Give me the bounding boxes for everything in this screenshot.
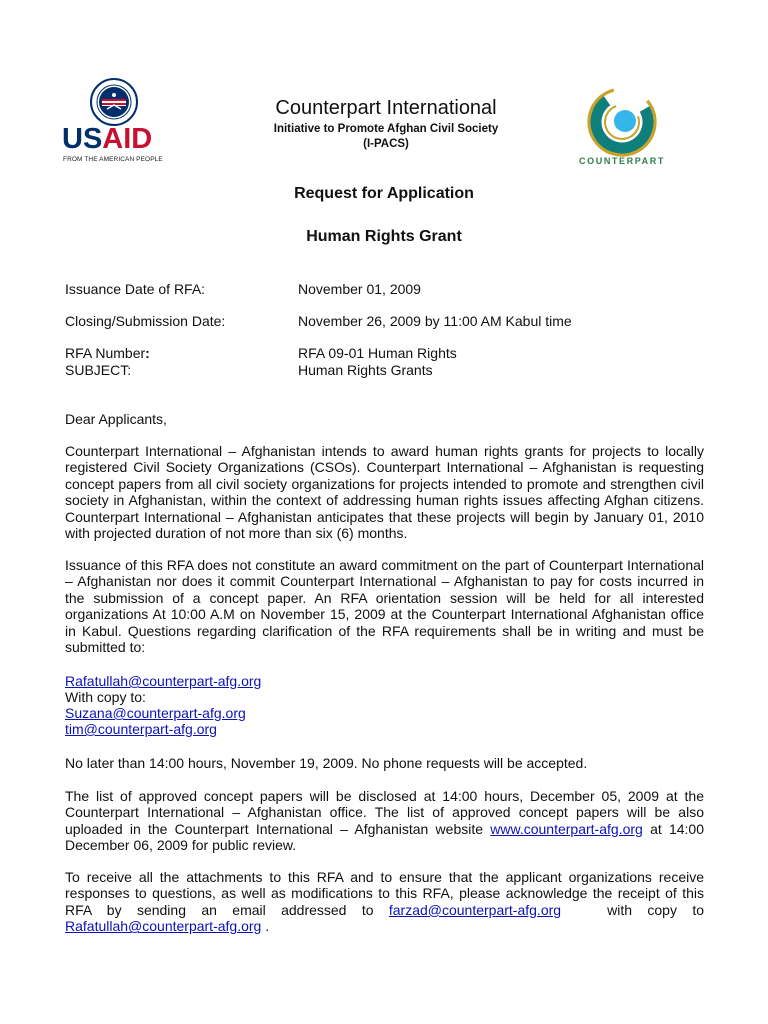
initiative-name: Initiative to Promote Afghan Civil Society bbox=[273, 123, 499, 135]
document-subtitle: Human Rights Grant bbox=[306, 228, 462, 245]
acknowledge-paragraph: To receive all the attachments to this RFA and to ensure that the applicant organizations receive responses to questions, as well as modifications to this RFA, please acknowledge the receipt of this RFA by sending an email addressed to farzad@counterpart-afg.org with copy to Rafatullah@counterpart-afg.org . bbox=[65, 869, 704, 935]
approved-list-paragraph: The list of approved concept papers will be disclosed at 14:00 hours, December 05, 2009 at the Counterpart International – Afghanistan office. The list of approved concept papers will be also uploaded in the Counterpart International – Afghanistan website www.counterpart-afg.org at 14:00 December 06, 2009 for public review. bbox=[65, 788, 705, 854]
email-link-suzana[interactable] bbox=[65, 705, 246, 721]
counterpart-logo-text: COUNTERPART bbox=[579, 156, 665, 166]
document-title: Request for Application bbox=[294, 185, 474, 202]
disclaimer-paragraph: Issuance of this RFA does not constitute an award commitment on the part of Counterpart International – Afghanistan nor does it commit Counterpart International – Afghanistan to pay for costs incurred in the submission of a concept paper. An RFA orientation session will be held for all interested organizations At 10:00 A.M on November 15, 2009 at the Counterpart International Afghanistan office in Kabul. Questions regarding clarification of the RFA requirements shall be in writing and must be submitted to: bbox=[65, 557, 704, 656]
intro-paragraph: Counterpart International – Afghanistan intends to award human rights grants for projects to locally registered Civil Society Organizations (CSOs). Counterpart International – Afghanistan is requesting concept papers from all civil society organizations for projects intended to promote and strengthen civil society in Afghanistan, within the context of addressing human rights issues affecting Afghan citizens. Counterpart International – Afghanistan anticipates that these projects will begin by January 01, 2010 with projected duration of not more than six (6) months. bbox=[65, 443, 704, 542]
usaid-tagline: FROM THE AMERICAN PEOPLE bbox=[63, 156, 163, 163]
rfa-number-value: RFA 09-01 Human Rights bbox=[298, 345, 457, 361]
usaid-wordmark: USAID bbox=[62, 123, 153, 155]
subject-label: SUBJECT: bbox=[65, 362, 132, 378]
closing-date-value: November 26, 2009 by 11:00 AM Kabul time bbox=[298, 313, 572, 329]
usaid-logo bbox=[62, 78, 170, 166]
email-tim[interactable]: tim@counterpart-afg.org bbox=[65, 721, 217, 737]
with-copy-label: With copy to: bbox=[65, 689, 146, 705]
website-link[interactable]: www.counterpart-afg.org bbox=[490, 820, 643, 837]
subject-value: Human Rights Grants bbox=[298, 362, 433, 378]
email-suzana[interactable]: Suzana@counterpart-afg.org bbox=[65, 705, 246, 721]
salutation: Dear Applicants, bbox=[65, 411, 167, 427]
closing-date-label: Closing/Submission Date: bbox=[65, 313, 226, 329]
email-link-tim[interactable] bbox=[65, 721, 217, 737]
email-rafatullah-2[interactable]: Rafatullah@counterpart-afg.org bbox=[65, 918, 262, 935]
email-farzad[interactable]: farzad@counterpart-afg.org bbox=[388, 901, 562, 918]
organization-name: Counterpart International bbox=[275, 97, 497, 119]
issuance-date-label: Issuance Date of RFA: bbox=[65, 281, 206, 297]
email-link-rafatullah[interactable] bbox=[65, 673, 261, 689]
letterhead bbox=[190, 96, 582, 152]
deadline-text: No later than 14:00 hours, November 19, 2009. No phone requests will be accepted. bbox=[65, 755, 588, 771]
email-rafatullah[interactable]: Rafatullah@counterpart-afg.org bbox=[65, 673, 262, 689]
usaid-seal-icon bbox=[90, 78, 138, 126]
issuance-date-value: November 01, 2009 bbox=[298, 281, 421, 297]
initiative-acronym: (I-PACS) bbox=[363, 138, 409, 150]
rfa-number-label: RFA Number: bbox=[65, 345, 150, 361]
